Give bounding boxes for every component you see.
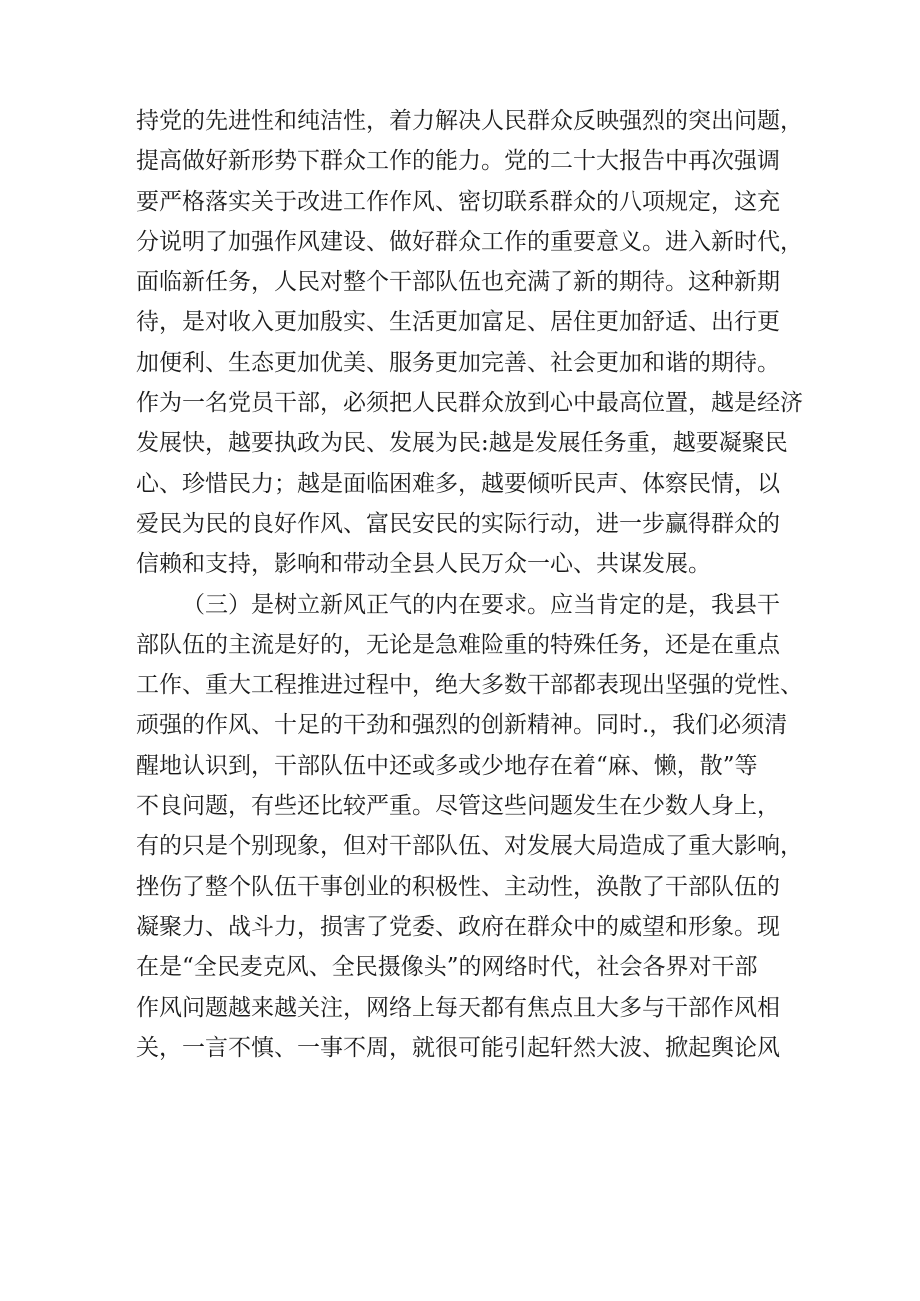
text-line: 信赖和支持，影响和带动全县人民万众一心、共谋发展。 — [136, 551, 711, 578]
text-line: 提高做好新形势下群众工作的能力。党的二十大报告中再次强调 — [136, 148, 780, 175]
text-line: 作风问题越来越关注，网络上每天都有焦点且大多与干部作风相 — [136, 994, 780, 1021]
text-line: 醒地认识到，干部队伍中还或多或少地存在着“麻、懒，散”等 — [136, 752, 758, 779]
text-line: 要严格落实关于改进工作作风、密切联系群众的八项规定，这充 — [136, 188, 780, 215]
text-line: 待，是对收入更加殷实、生活更加富足、居住更加舒适、出行更 — [136, 309, 780, 336]
text-line: 部队伍的主流是好的，无论是急难险重的特殊任务，还是在重点 — [136, 631, 780, 658]
text-line: 持党的先进性和纯洁性，着力解决人民群众反映强烈的突出问题， — [136, 108, 803, 134]
text-line: 顽强的作风、十足的干劲和强烈的创新精神。同时.，我们必须清 — [136, 712, 788, 739]
text-line: 发展快，越要执政为民、发展为民:越是发展任务重，越要凝聚民 — [136, 430, 788, 457]
text-line: 不良问题，有些还比较严重。尽管这些问题发生在少数人身上， — [136, 793, 780, 820]
text-line: 有的只是个别现象，但对干部队伍、对发展大局造成了重大影响， — [136, 833, 803, 860]
text-line: 分说明了加强作风建设、做好群众工作的重要意义。进入新时代， — [136, 228, 803, 255]
text-line: 挫伤了整个队伍干事创业的积极性、主动性，涣散了干部队伍的 — [136, 873, 780, 900]
text-line: 工作、重大工程推进过程中，绝大多数干部都表现出坚强的党性、 — [136, 672, 803, 699]
text-line: 凝聚力、战斗力，损害了党委、政府在群众中的威望和形象。现 — [136, 913, 780, 940]
body-text — [136, 101, 803, 1068]
text-line: 爱民为民的良好作风、富民安民的实际行动，进一步赢得群众的 — [136, 510, 780, 537]
text-line: 心、珍惜民力；越是面临困难多，越要倾听民声、体察民情，以 — [136, 470, 780, 497]
text-line: 加便利、生态更加优美、服务更加完善、社会更加和谐的期待。 — [136, 349, 780, 376]
text-line: 作为一名党员干部，必须把人民群众放到心中最高位置，越是经济 — [136, 390, 803, 417]
section-heading-line: （三）是树立新风正气的内在要求。应当肯定的是，我县干 — [182, 591, 780, 618]
text-line: 关，一言不慎、一事不周，就很可能引起轩然大波、掀起舆论风 — [136, 1034, 780, 1061]
text-line: 在是“全民麦克风、全民摄像头”的网络时代，社会各界对干部 — [136, 954, 758, 981]
text-line: 面临新任务，人民对整个干部队伍也充满了新的期待。这种新期 — [136, 269, 780, 296]
